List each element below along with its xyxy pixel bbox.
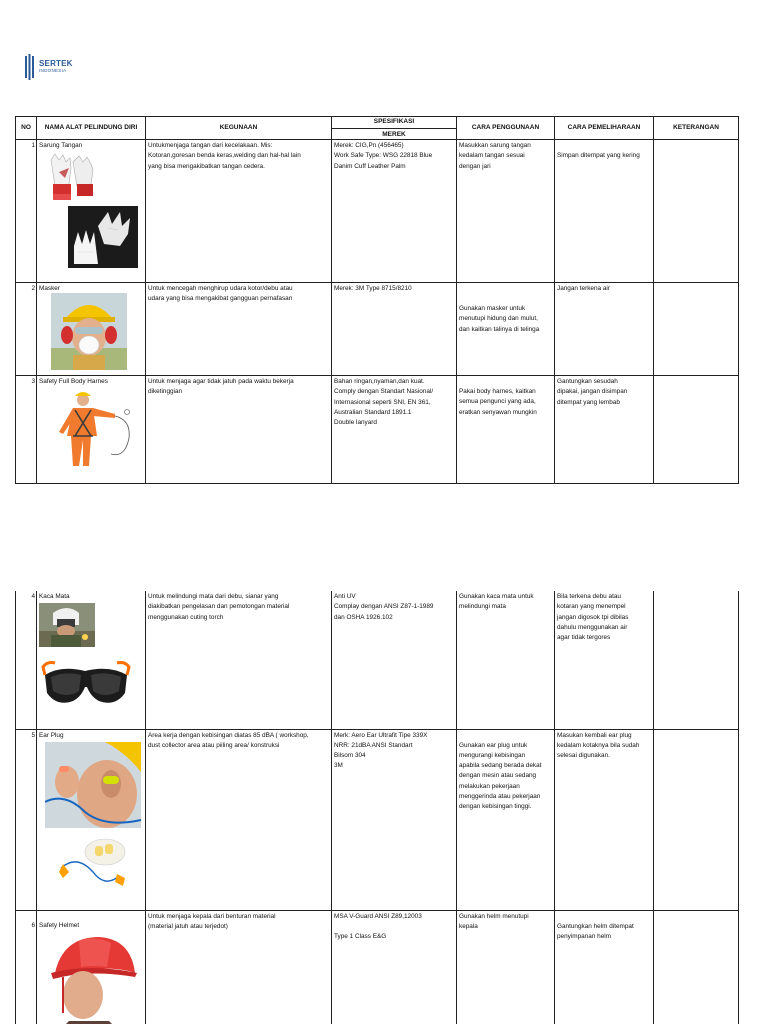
text-line: penyimpanan helm <box>557 932 611 940</box>
text-line: Complay dengan ANSI Z87-1-1989 <box>334 603 434 611</box>
text-line: melakukan pekerjaan <box>459 782 520 790</box>
text-line: MSA V-Guard ANSI Z89,12003 <box>334 912 422 920</box>
cara-penggunaan-cell <box>457 591 555 729</box>
text-line: diakibatkan pengelasan dan pemotongan material <box>148 603 290 611</box>
cara-pemeliharaan-cell <box>555 376 654 484</box>
ppe-table-part-1 <box>15 116 739 484</box>
item-name-cell <box>37 591 146 729</box>
item-name-cell <box>37 283 146 376</box>
header-cara-penggunaan: CARA PENGGUNAAN <box>457 117 555 140</box>
item-name-cell <box>37 910 146 1024</box>
text-line: udara yang bisa mengakibat gangguan pernafasan <box>148 295 293 303</box>
table-row <box>16 729 739 910</box>
table-row <box>16 376 739 484</box>
text-line: Gantungkan sesudah <box>557 378 618 385</box>
text-line: 3M <box>334 762 343 770</box>
text-line: eratkan senyawan mungkin <box>459 408 537 416</box>
cara-penggunaan-cell <box>457 283 555 376</box>
white-cotton-gloves-image <box>68 206 138 268</box>
text-line: dipakai, jangan disimpan <box>557 388 628 396</box>
text-line: diketinggian <box>148 388 183 396</box>
text-line: Merek: CIG,Pn (456465) <box>334 142 404 149</box>
text-line: Area kerja dengan kebisingan diatas 85 dBA ( workshop, <box>148 731 309 739</box>
text-line: Bilsom 304 <box>334 752 366 759</box>
header-no: NO <box>16 117 37 140</box>
text-line: selesai digunakan. <box>557 752 610 759</box>
text-line: semua pengunci yang ada, <box>459 398 536 406</box>
text-line: Simpan ditempat yang kering <box>557 152 640 159</box>
keterangan-cell <box>654 910 739 1024</box>
text-line: Gantungkan helm ditempat <box>557 922 634 930</box>
row-number: 5 <box>16 729 37 910</box>
keterangan-cell <box>654 729 739 910</box>
spesifikasi-cell <box>332 591 457 729</box>
text-line: Untuk melindungi mata dari debu, sianar yang <box>148 593 279 600</box>
text-line: Australian Standard 1891.1 <box>334 408 412 416</box>
sertek-logo-icon <box>24 54 36 80</box>
cara-pemeliharaan-cell <box>555 283 654 376</box>
cara-penggunaan-cell <box>457 376 555 484</box>
brand-subtitle: INDONESIA <box>39 68 67 74</box>
ear-plug-person-image <box>45 742 141 828</box>
text-line: Gunakan kaca mata untuk <box>459 593 534 600</box>
header-nama: NAMA ALAT PELINDUNG DIRI <box>37 117 146 140</box>
text-line: Untukmenjaga tangan dari kecelakaan. Mis: <box>148 142 273 149</box>
text-line: dust collector area atau piiling area/ konstruksi <box>148 741 280 749</box>
text-line: Masukkan sarung tangan <box>459 142 531 149</box>
kegunaan-cell <box>146 140 332 283</box>
text-line: Type 1 Class E&G <box>334 932 387 940</box>
row-number: 1 <box>16 140 37 283</box>
row-number: 2 <box>16 283 37 376</box>
spesifikasi-cell <box>332 729 457 910</box>
work-gloves-image <box>41 152 99 206</box>
kegunaan-cell <box>146 729 332 910</box>
cara-pemeliharaan-cell <box>555 910 654 1024</box>
text-line: kepala <box>459 922 478 930</box>
text-line: jangan digosok tpi dibilas <box>557 613 629 621</box>
text-line: Untuk mencegah menghirup udara kotor/debu atau <box>148 285 293 292</box>
text-line: Bila terkena debu atau <box>557 593 621 600</box>
text-line: Gunakan masker untuk <box>459 305 526 312</box>
header-merek: MEREK <box>332 128 456 140</box>
text-line: Merk: Aero Ear Ultrafit Tipe 339X <box>334 731 428 739</box>
text-line: apabila sedang berada dekat <box>459 762 542 769</box>
text-line: Double lanyard <box>334 419 377 426</box>
text-line: agar tidak tergores <box>557 634 611 641</box>
cara-penggunaan-cell <box>457 729 555 910</box>
item-name: Safety Helmet <box>39 921 80 929</box>
item-name: Masker <box>39 285 60 292</box>
kegunaan-cell <box>146 376 332 484</box>
item-name-cell <box>37 729 146 910</box>
text-line: kotaran yang menempel <box>557 603 626 611</box>
text-line: Danim Cuff Leather Palm <box>334 162 406 170</box>
cara-pemeliharaan-cell <box>555 729 654 910</box>
text-line: menggunakan cuting torch <box>148 613 224 621</box>
text-line: Comply dengan Standart Nasional/ <box>334 388 434 396</box>
row-number: 6 <box>16 910 37 1024</box>
body-harness-image <box>45 388 137 468</box>
text-line: Pakai body harnes, kaitkan <box>459 388 536 395</box>
text-line: mengurangi kebisingan <box>459 751 526 759</box>
table-row <box>16 140 739 283</box>
cara-pemeliharaan-cell <box>555 591 654 729</box>
row-number: 4 <box>16 591 37 729</box>
company-logo <box>24 54 73 80</box>
keterangan-cell <box>654 140 739 283</box>
text-line: Merek: 3M Type 8715/8210 <box>334 285 412 292</box>
corded-ear-plugs-image <box>53 832 133 896</box>
text-line: Internasional seperti SNI, EN 361, <box>334 398 431 406</box>
keterangan-cell <box>654 376 739 484</box>
item-name-cell <box>37 140 146 283</box>
text-line: dengan kebisingan tinggi. <box>459 803 532 810</box>
text-line: yang bisa mengakibatkan tangan cedera. <box>148 162 265 170</box>
spesifikasi-cell <box>332 283 457 376</box>
brand-name: SERTEK <box>39 59 73 69</box>
text-line: Gunakan helm menutupi <box>459 912 529 920</box>
text-line: kedalam kotaknya bila sudah <box>557 741 640 749</box>
text-line: Untuk menjaga agar tidak jatuh pada waktu bekerja <box>148 378 294 385</box>
header-spesifikasi <box>332 117 457 140</box>
text-line: dan OSHA 1926.102 <box>334 613 393 621</box>
table-row <box>16 283 739 376</box>
text-line: menutupi hidung dan mulut, <box>459 315 538 323</box>
text-line: Untuk menjaga kepala dari benturan material <box>148 912 276 920</box>
welder-image <box>39 603 95 647</box>
text-line: kedalam tangan sesuai <box>459 152 525 160</box>
spesifikasi-cell <box>332 376 457 484</box>
item-name: Safety Full Body Harnes <box>39 378 108 385</box>
text-line: NRR: 21dBA ANSI Standart <box>334 741 413 749</box>
text-line: Work Safe Type: WSG 22818 Blue <box>334 152 433 160</box>
table-row <box>16 591 739 729</box>
text-line: Masukan kembali ear plug <box>557 731 632 739</box>
keterangan-cell <box>654 591 739 729</box>
header-kegunaan: KEGUNAAN <box>146 117 332 140</box>
text-line: dengan mesin atau sedang <box>459 772 537 780</box>
text-line: dengan jari <box>459 162 491 170</box>
kegunaan-cell <box>146 283 332 376</box>
text-line: Kotoran,goresan benda keras,welding dan hal-hal lain <box>148 152 301 160</box>
item-name-cell <box>37 376 146 484</box>
header-spesifikasi-label: SPESIFIKASI <box>373 118 415 126</box>
cara-pemeliharaan-cell <box>555 140 654 283</box>
spesifikasi-cell <box>332 910 457 1024</box>
text-line: Bahan ringan,nyaman,dan kuat. <box>334 378 425 385</box>
safety-helmet-image <box>49 933 139 1024</box>
text-line: (material jatuh atau terjedot) <box>148 922 228 930</box>
text-line: Anti UV <box>334 593 356 600</box>
table-row <box>16 910 739 1024</box>
text-line: ditempat yang lembab <box>557 398 620 406</box>
ppe-table-part-2 <box>15 591 739 1024</box>
cara-penggunaan-cell <box>457 910 555 1024</box>
text-line: melindungi mata <box>459 603 506 611</box>
worker-mask-image <box>51 293 127 370</box>
item-name: Ear Plug <box>39 731 64 739</box>
row-number: 3 <box>16 376 37 484</box>
kegunaan-cell <box>146 591 332 729</box>
item-name: Sarung Tangan <box>39 142 83 149</box>
header-keterangan: KETERANGAN <box>654 117 739 140</box>
kegunaan-cell <box>146 910 332 1024</box>
text-line: menggerinda atau pekerjaan <box>459 792 541 800</box>
text-line: Jangan terkena air <box>557 285 610 292</box>
item-name: Kaca Mata <box>39 593 70 600</box>
safety-glasses-image <box>41 657 131 719</box>
text-line: dan kaitkan talinya di telinga <box>459 325 540 333</box>
keterangan-cell <box>654 283 739 376</box>
text-line: dahulu menggunakan air <box>557 623 628 631</box>
text-line: Gunakan ear plug untuk <box>459 741 528 749</box>
spesifikasi-cell <box>332 140 457 283</box>
header-cara-pemeliharaan: CARA PEMELIHARAAN <box>555 117 654 140</box>
cara-penggunaan-cell <box>457 140 555 283</box>
